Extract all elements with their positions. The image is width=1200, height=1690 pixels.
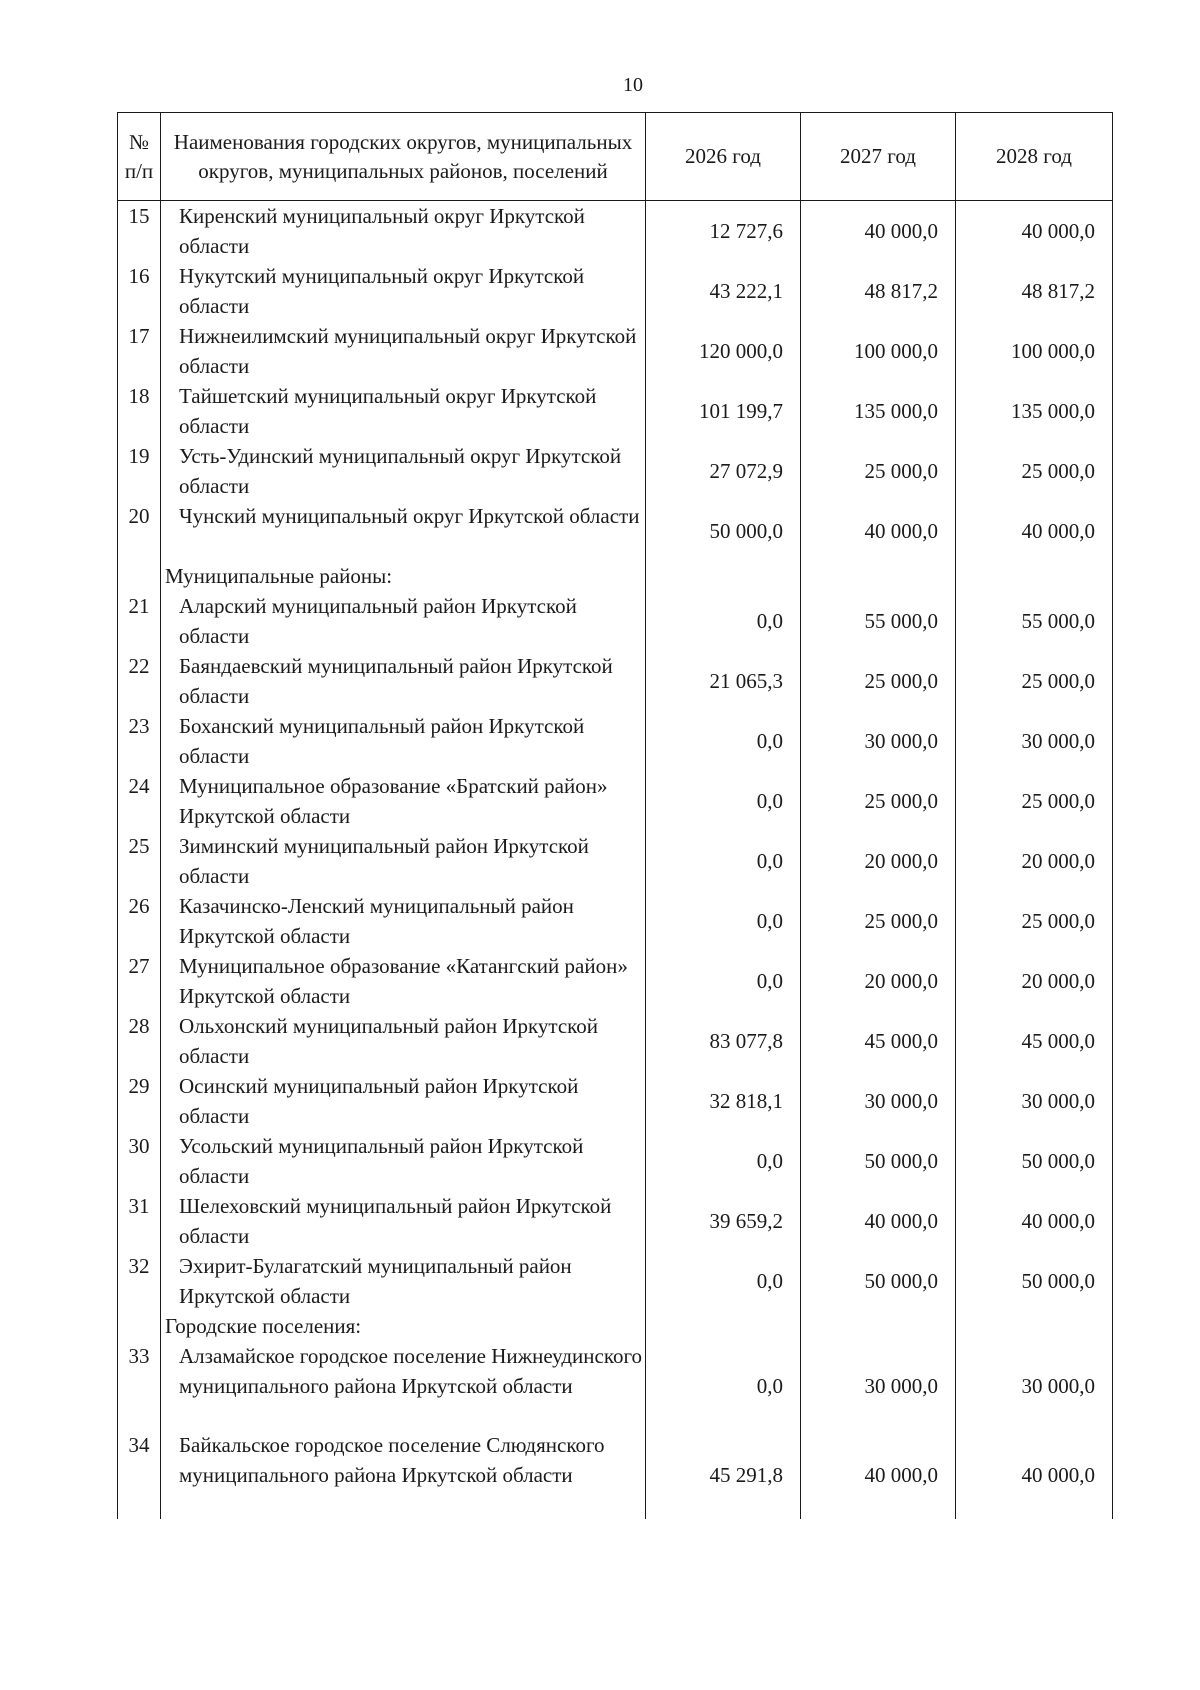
table-row <box>118 951 1113 1011</box>
row-2026: 120 000,0 <box>646 321 801 381</box>
header-2026: 2026 год <box>646 113 801 201</box>
table-row <box>118 261 1113 321</box>
row-name: Аларский муниципальный район Иркутской области <box>161 591 646 651</box>
row-2028: 20 000,0 <box>956 831 1113 891</box>
row-2026: 0,0 <box>646 1251 801 1311</box>
row-name: Алзамайское городское поселение Нижнеудинского муниципального района Иркутской области <box>161 1341 646 1430</box>
row-name: Муниципальное образование «Братский район» Иркутской области <box>161 771 646 831</box>
table-header-row <box>118 113 1113 201</box>
row-2028: 40 000,0 <box>956 1430 1113 1519</box>
table-row <box>118 1011 1113 1071</box>
row-2028: 25 000,0 <box>956 771 1113 831</box>
row-2028: 50 000,0 <box>956 1251 1113 1311</box>
row-2026: 21 065,3 <box>646 651 801 711</box>
row-2027: 48 817,2 <box>801 261 956 321</box>
row-2026: 0,0 <box>646 591 801 651</box>
row-name: Киренский муниципальный округ Иркутской области <box>161 201 646 262</box>
row-2026: 27 072,9 <box>646 441 801 501</box>
table-row <box>118 321 1113 381</box>
row-2027: 40 000,0 <box>801 201 956 262</box>
row-2027: 20 000,0 <box>801 951 956 1011</box>
row-2027: 25 000,0 <box>801 441 956 501</box>
row-name: Боханский муниципальный район Иркутской области <box>161 711 646 771</box>
table-row <box>118 591 1113 651</box>
row-2026: 0,0 <box>646 831 801 891</box>
section-row-settlements <box>118 1311 1113 1341</box>
table-row <box>118 831 1113 891</box>
row-name: Шелеховский муниципальный район Иркутской области <box>161 1191 646 1251</box>
table-row <box>118 891 1113 951</box>
row-2026: 50 000,0 <box>646 501 801 561</box>
row-number: 18 <box>118 381 161 441</box>
row-2028: 20 000,0 <box>956 951 1113 1011</box>
row-number: 24 <box>118 771 161 831</box>
row-2026: 101 199,7 <box>646 381 801 441</box>
row-name: Зиминский муниципальный район Иркутской области <box>161 831 646 891</box>
row-2028: 25 000,0 <box>956 651 1113 711</box>
table-row <box>118 381 1113 441</box>
row-name: Усольский муниципальный район Иркутской области <box>161 1131 646 1191</box>
table-row <box>118 771 1113 831</box>
row-name: Чунский муниципальный округ Иркутской области <box>161 501 646 561</box>
row-number: 29 <box>118 1071 161 1131</box>
row-name: Нижнеилимский муниципальный округ Иркутской области <box>161 321 646 381</box>
row-name: Ольхонский муниципальный район Иркутской области <box>161 1011 646 1071</box>
row-2028: 30 000,0 <box>956 1071 1113 1131</box>
row-2027: 55 000,0 <box>801 591 956 651</box>
row-number: 21 <box>118 591 161 651</box>
table-row <box>118 1251 1113 1311</box>
row-name: Эхирит-Булагатский муниципальный район Иркутской области <box>161 1251 646 1311</box>
row-2028: 48 817,2 <box>956 261 1113 321</box>
section-row-districts <box>118 561 1113 591</box>
row-2027: 25 000,0 <box>801 771 956 831</box>
row-2027: 30 000,0 <box>801 1341 956 1430</box>
header-2027: 2027 год <box>801 113 956 201</box>
row-2027: 100 000,0 <box>801 321 956 381</box>
row-2028: 40 000,0 <box>956 1191 1113 1251</box>
row-number: 25 <box>118 831 161 891</box>
row-number: 19 <box>118 441 161 501</box>
header-2028: 2028 год <box>956 113 1113 201</box>
row-2028: 25 000,0 <box>956 891 1113 951</box>
row-2027: 25 000,0 <box>801 891 956 951</box>
row-number: 23 <box>118 711 161 771</box>
row-2027: 45 000,0 <box>801 1011 956 1071</box>
table-row <box>118 501 1113 561</box>
row-name: Осинский муниципальный район Иркутской области <box>161 1071 646 1131</box>
row-name: Казачинско-Ленский муниципальный район Иркутской области <box>161 891 646 951</box>
row-name: Муниципальное образование «Катангский район» Иркутской области <box>161 951 646 1011</box>
table-row <box>118 1341 1113 1430</box>
row-2028: 50 000,0 <box>956 1131 1113 1191</box>
table-row <box>118 1131 1113 1191</box>
table-row <box>118 441 1113 501</box>
row-2026: 0,0 <box>646 1341 801 1430</box>
row-name: Баяндаевский муниципальный район Иркутской области <box>161 651 646 711</box>
row-2027: 40 000,0 <box>801 1191 956 1251</box>
row-number: 33 <box>118 1341 161 1430</box>
page-number: 10 <box>623 74 643 96</box>
row-2028: 45 000,0 <box>956 1011 1113 1071</box>
budget-table <box>117 112 1113 1519</box>
header-name: Наименования городских округов, муниципальных округов, муниципальных районов, поселений <box>161 113 646 201</box>
row-number: 22 <box>118 651 161 711</box>
section-title: Муниципальные районы: <box>161 561 646 591</box>
row-2027: 50 000,0 <box>801 1131 956 1191</box>
row-2026: 0,0 <box>646 771 801 831</box>
row-2026: 0,0 <box>646 891 801 951</box>
row-number: 15 <box>118 201 161 262</box>
row-2026: 12 727,6 <box>646 201 801 262</box>
row-2026: 43 222,1 <box>646 261 801 321</box>
row-2026: 83 077,8 <box>646 1011 801 1071</box>
row-2026: 45 291,8 <box>646 1430 801 1519</box>
table-row <box>118 651 1113 711</box>
row-2028: 55 000,0 <box>956 591 1113 651</box>
row-2026: 39 659,2 <box>646 1191 801 1251</box>
row-name: Тайшетский муниципальный округ Иркутской области <box>161 381 646 441</box>
row-number: 27 <box>118 951 161 1011</box>
row-2027: 50 000,0 <box>801 1251 956 1311</box>
table-row <box>118 1071 1113 1131</box>
row-2028: 30 000,0 <box>956 711 1113 771</box>
row-number: 17 <box>118 321 161 381</box>
row-number: 20 <box>118 501 161 561</box>
row-2027: 25 000,0 <box>801 651 956 711</box>
row-name: Усть-Удинский муниципальный округ Иркутской области <box>161 441 646 501</box>
row-name: Нукутский муниципальный округ Иркутской области <box>161 261 646 321</box>
section-title: Городские поселения: <box>161 1311 646 1341</box>
row-2028: 40 000,0 <box>956 501 1113 561</box>
row-2027: 40 000,0 <box>801 1430 956 1519</box>
table-row <box>118 711 1113 771</box>
row-2027: 135 000,0 <box>801 381 956 441</box>
row-2027: 40 000,0 <box>801 501 956 561</box>
row-2028: 30 000,0 <box>956 1341 1113 1430</box>
row-2026: 0,0 <box>646 951 801 1011</box>
table-row <box>118 201 1113 262</box>
row-2026: 0,0 <box>646 711 801 771</box>
row-number: 31 <box>118 1191 161 1251</box>
row-2027: 30 000,0 <box>801 1071 956 1131</box>
row-2026: 32 818,1 <box>646 1071 801 1131</box>
row-2028: 100 000,0 <box>956 321 1113 381</box>
table-row <box>118 1430 1113 1519</box>
row-2028: 25 000,0 <box>956 441 1113 501</box>
row-number: 30 <box>118 1131 161 1191</box>
table-row <box>118 1191 1113 1251</box>
row-2028: 135 000,0 <box>956 381 1113 441</box>
row-name: Байкальское городское поселение Слюдянского муниципального района Иркутской области <box>161 1430 646 1519</box>
row-2027: 30 000,0 <box>801 711 956 771</box>
row-number: 16 <box>118 261 161 321</box>
row-number: 32 <box>118 1251 161 1311</box>
row-number: 28 <box>118 1011 161 1071</box>
row-2026: 0,0 <box>646 1131 801 1191</box>
row-number: 34 <box>118 1430 161 1519</box>
row-number: 26 <box>118 891 161 951</box>
header-number: № п/п <box>118 113 161 201</box>
row-2027: 20 000,0 <box>801 831 956 891</box>
row-2028: 40 000,0 <box>956 201 1113 262</box>
